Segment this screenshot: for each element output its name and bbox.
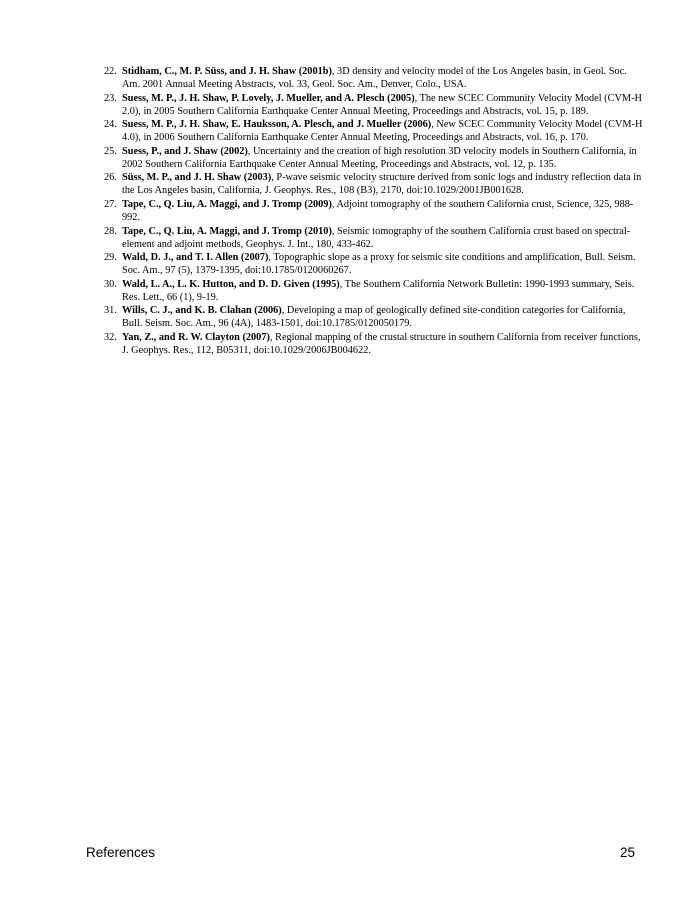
- reference-authors: Yan, Z., and R. W. Clayton (2007): [122, 332, 270, 344]
- reference-details: , Developing a map of geologically defined site-condition categories for California, Bull. Seism. Soc. Am., 96 (4A), 1483-1501, doi:10.1785/0120050179.: [122, 305, 626, 330]
- reference-number: 23.: [104, 92, 117, 104]
- reference-details: , P-wave seismic velocity structure derived from sonic logs and industry reflection data in the Los Angeles basin, California, J. Geophys. Res., 108 (B3), 2170, doi:10.1029/2001JB001628.: [122, 172, 642, 197]
- reference-number: 24.: [104, 119, 117, 131]
- reference-details: , The Southern California Network Bulletin: 1990-1993 summary, Seis. Res. Lett., 66 (1), 9-19.: [122, 278, 635, 303]
- reference-authors: Suess, M. P., J. H. Shaw, P. Lovely, J. Mueller, and A. Plesch (2005): [122, 92, 415, 104]
- reference-list: [104, 66, 644, 359]
- reference-number: 30.: [104, 278, 117, 290]
- reference-item: [104, 332, 644, 358]
- reference-details: , Adjoint tomography of the southern California crust, Science, 325, 988-992.: [122, 199, 634, 223]
- reference-details: , Regional mapping of the crustal structure in southern California from receiver functions, J. Geophys. Res., 112, B05311, doi:10.1029/2006JB004622.: [122, 332, 641, 356]
- reference-item: [104, 279, 644, 305]
- reference-number: 32.: [104, 332, 117, 344]
- reference-details: , Topographic slope as a proxy for seismic site conditions and amplification, Bull. Seism. Soc. Am., 97 (5), 1379-1395, doi:10.1785/0120060267.: [122, 252, 636, 277]
- reference-authors: Tape, C., Q. Liu, A. Maggi, and J. Tromp (2009): [122, 199, 332, 211]
- reference-number: 26.: [104, 172, 117, 184]
- reference-details: , The new SCEC Community Velocity Model (CVM-H 2.0), in 2005 Southern California Earthquake Center Annual Meeting, Proceedings and Abstracts, vol. 15, p. 189.: [122, 92, 642, 117]
- reference-item: [104, 146, 644, 172]
- reference-number: 29.: [104, 252, 117, 264]
- reference-item: [104, 226, 644, 252]
- reference-number: 28.: [104, 225, 117, 237]
- reference-authors: Süss, M. P., and J. H. Shaw (2003): [122, 172, 272, 184]
- reference-details: , 3D density and velocity model of the Los Angeles basin, in Geol. Soc. Am. 2001 Annual Meeting Abstracts, vol. 33, Geol. Soc. Am., Denver, Colo., USA.: [122, 66, 627, 90]
- page-number: 25: [619, 845, 635, 860]
- reference-item: [104, 252, 644, 278]
- reference-authors: Suess, P., and J. Shaw (2002): [122, 145, 248, 157]
- reference-number: 27.: [104, 199, 117, 211]
- reference-number: 25.: [104, 145, 117, 157]
- reference-item: [104, 199, 644, 225]
- reference-details: , New SCEC Community Velocity Model (CVM-H 4.0), in 2006 Southern California Earthquake Center Annual Meeting, Proceedings and Abstracts, vol. 16, p. 170.: [122, 119, 643, 144]
- reference-details: , Uncertainty and the creation of high resolution 3D velocity models in Southern California, in 2002 Southern California Earthquake Center Annual Meeting, Proceedings and Abstracts, vol. 12, p. 135.: [122, 145, 637, 170]
- footer-section-title: References: [86, 845, 156, 860]
- reference-authors: Wald, L. A., L. K. Hutton, and D. D. Given (1995): [122, 278, 340, 290]
- reference-authors: Suess, M. P., J. H. Shaw, E. Hauksson, A. Plesch, and J. Mueller (2006): [122, 119, 432, 131]
- reference-authors: Stidham, C., M. P. Süss, and J. H. Shaw (2001b): [122, 66, 332, 77]
- reference-item: [104, 305, 644, 331]
- reference-authors: Wald, D. J., and T. I. Allen (2007): [122, 252, 269, 264]
- reference-item: [104, 119, 644, 145]
- reference-authors: Tape, C., Q. Liu, A. Maggi, and J. Tromp (2010): [122, 225, 332, 237]
- reference-item: [104, 93, 644, 119]
- reference-authors: Wills, C. J., and K. B. Clahan (2006): [122, 305, 282, 317]
- reference-details: , Seismic tomography of the southern California crust based on spectral-element and adjoint methods, Geophys. J. Int., 180, 433-462.: [122, 225, 631, 250]
- reference-item: [104, 172, 644, 198]
- reference-number: 31.: [104, 305, 117, 317]
- reference-number: 22.: [104, 66, 117, 77]
- reference-item: [104, 66, 644, 92]
